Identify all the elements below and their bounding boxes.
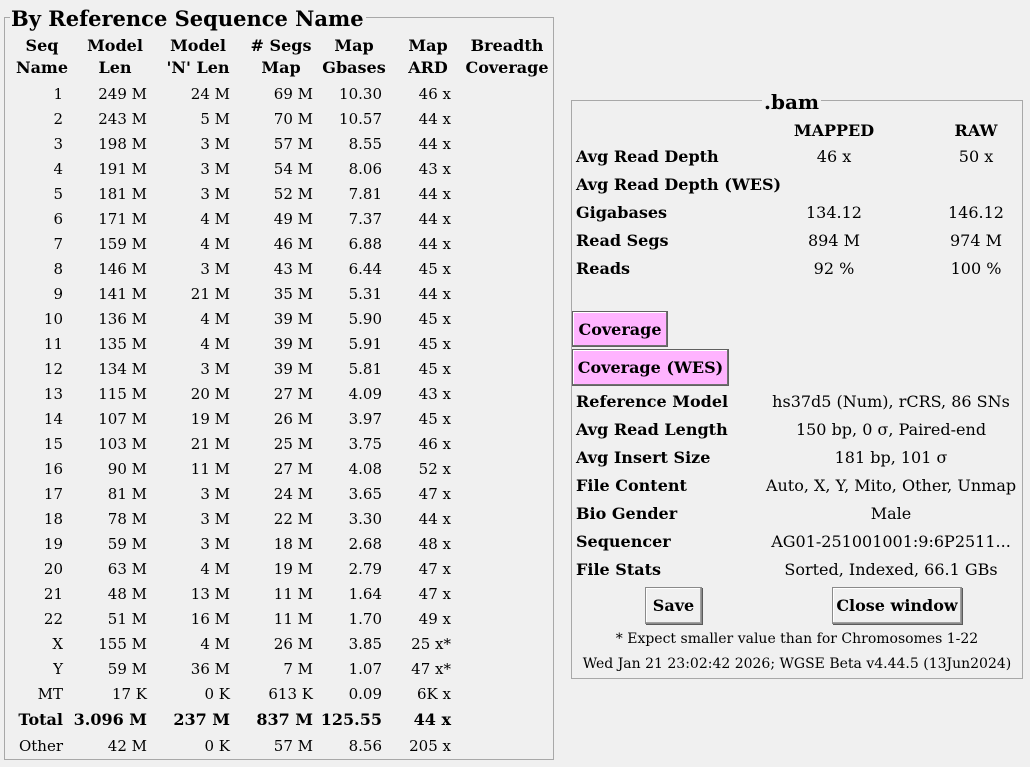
status-line: Wed Jan 21 23:02:42 2026; WGSE Beta v4.44.5 (13Jun2024) [582, 656, 1012, 672]
cell-map-gbases: 3.30 [348, 510, 382, 528]
cell-model-n-len: 11 M [190, 460, 230, 478]
cell-map-ard: 46 x [418, 85, 451, 103]
cell-map-gbases: 5.81 [348, 360, 382, 378]
cell-seq-name: 19 [43, 535, 63, 553]
info-label: Avg Insert Size [576, 448, 711, 467]
cell-model-n-len: 3 M [200, 185, 230, 203]
cell-model-len: 171 M [98, 210, 147, 228]
cell-map-ard: 47 x* [411, 660, 451, 678]
cell-model-n-len: 36 M [190, 660, 230, 678]
cell-model-len: 3.096 M [73, 710, 147, 729]
cell-model-n-len: 3 M [200, 535, 230, 553]
cell-map-ard: 45 x [418, 335, 451, 353]
cell-seq-name: 12 [43, 360, 63, 378]
header-segs-map-line2: Map [261, 58, 301, 77]
info-value: hs37d5 (Num), rCRS, 86 SNs [772, 392, 1010, 411]
coverage-button[interactable]: Coverage [572, 311, 668, 347]
cell-map-ard: 44 x [418, 135, 451, 153]
cell-seq-name: 20 [43, 560, 63, 578]
cell-map-ard: 6K x [417, 685, 451, 703]
info-value: 150 bp, 0 σ, Paired-end [795, 420, 987, 439]
header-model-n-len-line1: Model [170, 36, 226, 55]
col-header-raw: RAW [954, 121, 998, 140]
cell-map-ard: 44 x [418, 185, 451, 203]
cell-model-len: 63 M [107, 560, 147, 578]
cell-model-n-len: 4 M [200, 210, 230, 228]
cell-seq-name: 7 [53, 235, 63, 253]
cell-map-ard: 48 x [418, 535, 451, 553]
cell-model-n-len: 21 M [190, 435, 230, 453]
cell-segs-map: 57 M [273, 135, 313, 153]
cell-seq-name: X [52, 635, 63, 653]
cell-segs-map: 7 M [283, 660, 313, 678]
info-value: Auto, X, Y, Mito, Other, Unmap [765, 476, 1017, 495]
stat-label: Gigabases [576, 203, 668, 222]
cell-map-gbases: 8.06 [348, 160, 382, 178]
cell-model-n-len: 4 M [200, 235, 230, 253]
cell-model-len: 135 M [98, 335, 147, 353]
cell-segs-map: 25 M [273, 435, 313, 453]
cell-map-gbases: 125.55 [320, 710, 382, 729]
cell-map-gbases: 6.44 [348, 260, 382, 278]
cell-segs-map: 26 M [273, 410, 313, 428]
cell-seq-name: 6 [53, 210, 63, 228]
cell-map-gbases: 10.57 [339, 110, 382, 128]
cell-segs-map: 27 M [273, 385, 313, 403]
cell-map-ard: 44 x [413, 710, 451, 729]
cell-model-len: 51 M [107, 610, 147, 628]
cell-seq-name: Total [18, 710, 63, 729]
cell-seq-name: Y [53, 660, 63, 678]
cell-segs-map: 52 M [273, 185, 313, 203]
info-label: File Content [576, 476, 687, 495]
cell-map-gbases: 7.81 [348, 185, 382, 203]
cell-map-ard: 45 x [418, 410, 451, 428]
cell-segs-map: 35 M [273, 285, 313, 303]
cell-map-ard: 25 x* [411, 635, 451, 653]
info-label: Avg Read Length [576, 420, 728, 439]
stat-mapped-value: 894 M [807, 231, 860, 250]
cell-model-n-len: 237 M [173, 710, 230, 729]
cell-map-gbases: 3.75 [348, 435, 382, 453]
header-breadth-coverage-line1: Breadth [470, 36, 544, 55]
coverage-wes-button[interactable]: Coverage (WES) [572, 349, 729, 386]
cell-map-ard: 44 x [418, 235, 451, 253]
cell-map-ard: 52 x [418, 460, 451, 478]
cell-model-n-len: 3 M [200, 360, 230, 378]
cell-map-gbases: 2.79 [348, 560, 382, 578]
cell-model-len: 17 K [111, 685, 147, 703]
header-breadth-coverage-line2: Coverage [465, 58, 549, 77]
cell-model-n-len: 4 M [200, 310, 230, 328]
cell-map-ard: 43 x [418, 160, 451, 178]
cell-seq-name: 10 [43, 310, 63, 328]
cell-model-len: 146 M [98, 260, 147, 278]
stat-mapped-value: 92 % [813, 259, 855, 278]
cell-seq-name: 1 [53, 85, 63, 103]
cell-segs-map: 11 M [273, 585, 313, 603]
col-header-mapped: MAPPED [793, 121, 875, 140]
cell-seq-name: 14 [43, 410, 63, 428]
cell-model-len: 159 M [98, 235, 147, 253]
cell-segs-map: 837 M [256, 710, 313, 729]
cell-segs-map: 57 M [273, 737, 313, 755]
stat-mapped-value: 134.12 [806, 203, 862, 222]
cell-seq-name: 8 [53, 260, 63, 278]
cell-model-n-len: 20 M [190, 385, 230, 403]
cell-map-ard: 44 x [418, 510, 451, 528]
cell-model-n-len: 24 M [190, 85, 230, 103]
cell-segs-map: 39 M [273, 335, 313, 353]
cell-model-len: 103 M [98, 435, 147, 453]
cell-model-len: 198 M [98, 135, 147, 153]
stat-mapped-value: 46 x [816, 147, 852, 166]
cell-seq-name: 3 [53, 135, 63, 153]
header-seq-name-line2: Name [15, 58, 69, 77]
cell-map-ard: 43 x [418, 385, 451, 403]
bam-stats-title: .bam [764, 90, 820, 114]
header-segs-map-line1: # Segs [250, 36, 312, 55]
stat-raw-value: 100 % [950, 259, 1002, 278]
cell-map-ard: 44 x [418, 285, 451, 303]
cell-map-gbases: 0.09 [348, 685, 382, 703]
cell-seq-name: 21 [43, 585, 63, 603]
info-value: 181 bp, 101 σ [834, 448, 948, 467]
cell-map-ard: 47 x [418, 585, 451, 603]
cell-seq-name: 22 [43, 610, 63, 628]
cell-segs-map: 70 M [273, 110, 313, 128]
cell-model-len: 155 M [98, 635, 147, 653]
cell-map-gbases: 8.56 [348, 737, 382, 755]
header-model-len-line1: Model [87, 36, 143, 55]
stat-label: Read Segs [576, 231, 669, 250]
cell-map-ard: 44 x [418, 210, 451, 228]
cell-map-ard: 47 x [418, 560, 451, 578]
info-label: Reference Model [576, 392, 729, 411]
cell-segs-map: 27 M [273, 460, 313, 478]
cell-map-ard: 45 x [418, 260, 451, 278]
cell-segs-map: 39 M [273, 360, 313, 378]
header-model-len-line2: Len [98, 58, 132, 77]
cell-map-gbases: 7.37 [348, 210, 382, 228]
header-map-gbases-line1: Map [334, 36, 374, 55]
cell-segs-map: 49 M [273, 210, 313, 228]
stat-raw-value: 146.12 [948, 203, 1004, 222]
cell-seq-name: 4 [53, 160, 63, 178]
cell-model-n-len: 3 M [200, 160, 230, 178]
cell-map-gbases: 10.30 [339, 85, 382, 103]
cell-segs-map: 18 M [273, 535, 313, 553]
cell-map-ard: 46 x [418, 435, 451, 453]
cell-segs-map: 613 K [268, 685, 313, 703]
cell-seq-name: 9 [53, 285, 63, 303]
close-window-button[interactable]: Close window [832, 587, 962, 624]
cell-map-gbases: 2.68 [348, 535, 382, 553]
cell-map-gbases: 1.07 [348, 660, 382, 678]
cell-model-len: 59 M [107, 535, 147, 553]
cell-seq-name: MT [37, 685, 63, 703]
cell-model-len: 115 M [98, 385, 147, 403]
cell-seq-name: 2 [53, 110, 63, 128]
footnote: * Expect smaller value than for Chromosomes 1-22 [615, 631, 979, 647]
save-button[interactable]: Save [645, 587, 702, 624]
cell-model-len: 78 M [107, 510, 147, 528]
cell-segs-map: 26 M [273, 635, 313, 653]
cell-model-n-len: 3 M [200, 510, 230, 528]
cell-model-len: 136 M [98, 310, 147, 328]
cell-model-n-len: 3 M [200, 135, 230, 153]
cell-model-len: 48 M [107, 585, 147, 603]
cell-map-gbases: 5.31 [348, 285, 382, 303]
info-label: File Stats [576, 560, 661, 579]
cell-map-gbases: 6.88 [348, 235, 382, 253]
cell-model-n-len: 0 K [204, 737, 230, 755]
cell-model-len: 141 M [98, 285, 147, 303]
cell-model-n-len: 4 M [200, 560, 230, 578]
cell-map-ard: 47 x [418, 485, 451, 503]
cell-map-gbases: 1.64 [348, 585, 382, 603]
cell-seq-name: 16 [43, 460, 63, 478]
cell-seq-name: 17 [43, 485, 63, 503]
reference-sequence-title: By Reference Sequence Name [11, 6, 364, 31]
stat-label: Avg Read Depth (WES) [576, 175, 782, 194]
cell-model-len: 90 M [107, 460, 147, 478]
cell-map-gbases: 8.55 [348, 135, 382, 153]
cell-seq-name: 18 [43, 510, 63, 528]
cell-model-n-len: 3 M [200, 485, 230, 503]
cell-model-n-len: 19 M [190, 410, 230, 428]
stat-raw-value: 50 x [958, 147, 994, 166]
cell-segs-map: 24 M [273, 485, 313, 503]
info-value: Male [870, 504, 912, 523]
cell-model-n-len: 4 M [200, 335, 230, 353]
cell-model-len: 59 M [107, 660, 147, 678]
cell-model-len: 249 M [98, 85, 147, 103]
cell-map-ard: 205 x [409, 737, 451, 755]
cell-map-gbases: 1.70 [348, 610, 382, 628]
stat-label: Reads [576, 259, 631, 278]
cell-model-n-len: 16 M [190, 610, 230, 628]
cell-seq-name: 5 [53, 185, 63, 203]
cell-model-n-len: 0 K [204, 685, 230, 703]
header-map-ard-line1: Map [408, 36, 448, 55]
cell-segs-map: 46 M [273, 235, 313, 253]
cell-segs-map: 19 M [273, 560, 313, 578]
cell-model-len: 81 M [107, 485, 147, 503]
cell-segs-map: 69 M [273, 85, 313, 103]
cell-model-len: 191 M [98, 160, 147, 178]
cell-segs-map: 54 M [273, 160, 313, 178]
info-value: AG01-251001001:9:6P2511... [771, 532, 1011, 551]
cell-seq-name: 13 [43, 385, 63, 403]
cell-map-ard: 45 x [418, 310, 451, 328]
cell-segs-map: 11 M [273, 610, 313, 628]
cell-model-len: 181 M [98, 185, 147, 203]
header-seq-name-line1: Seq [25, 36, 59, 55]
stat-label: Avg Read Depth [576, 147, 719, 166]
cell-map-gbases: 5.90 [348, 310, 382, 328]
cell-map-gbases: 4.08 [348, 460, 382, 478]
cell-map-ard: 44 x [418, 110, 451, 128]
cell-map-ard: 49 x [418, 610, 451, 628]
cell-model-n-len: 13 M [190, 585, 230, 603]
header-map-gbases-line2: Gbases [322, 58, 386, 77]
cell-model-n-len: 3 M [200, 260, 230, 278]
cell-model-len: 42 M [107, 737, 147, 755]
cell-segs-map: 39 M [273, 310, 313, 328]
cell-seq-name: 11 [43, 335, 63, 353]
info-label: Sequencer [576, 532, 671, 551]
stat-raw-value: 974 M [949, 231, 1002, 250]
info-value: Sorted, Indexed, 66.1 GBs [784, 560, 998, 579]
cell-map-gbases: 5.91 [348, 335, 382, 353]
cell-model-len: 107 M [98, 410, 147, 428]
cell-map-ard: 45 x [418, 360, 451, 378]
cell-map-gbases: 3.97 [348, 410, 382, 428]
cell-map-gbases: 3.85 [348, 635, 382, 653]
cell-segs-map: 22 M [273, 510, 313, 528]
cell-map-gbases: 4.09 [348, 385, 382, 403]
cell-segs-map: 43 M [273, 260, 313, 278]
header-map-ard-line2: ARD [408, 58, 448, 77]
cell-model-n-len: 4 M [200, 635, 230, 653]
cell-map-gbases: 3.65 [348, 485, 382, 503]
cell-model-len: 134 M [98, 360, 147, 378]
header-model-n-len-line2: 'N' Len [166, 58, 230, 77]
cell-seq-name: Other [18, 737, 63, 755]
info-label: Bio Gender [576, 504, 678, 523]
cell-seq-name: 15 [43, 435, 63, 453]
cell-model-len: 243 M [98, 110, 147, 128]
cell-model-n-len: 21 M [190, 285, 230, 303]
cell-model-n-len: 5 M [200, 110, 230, 128]
